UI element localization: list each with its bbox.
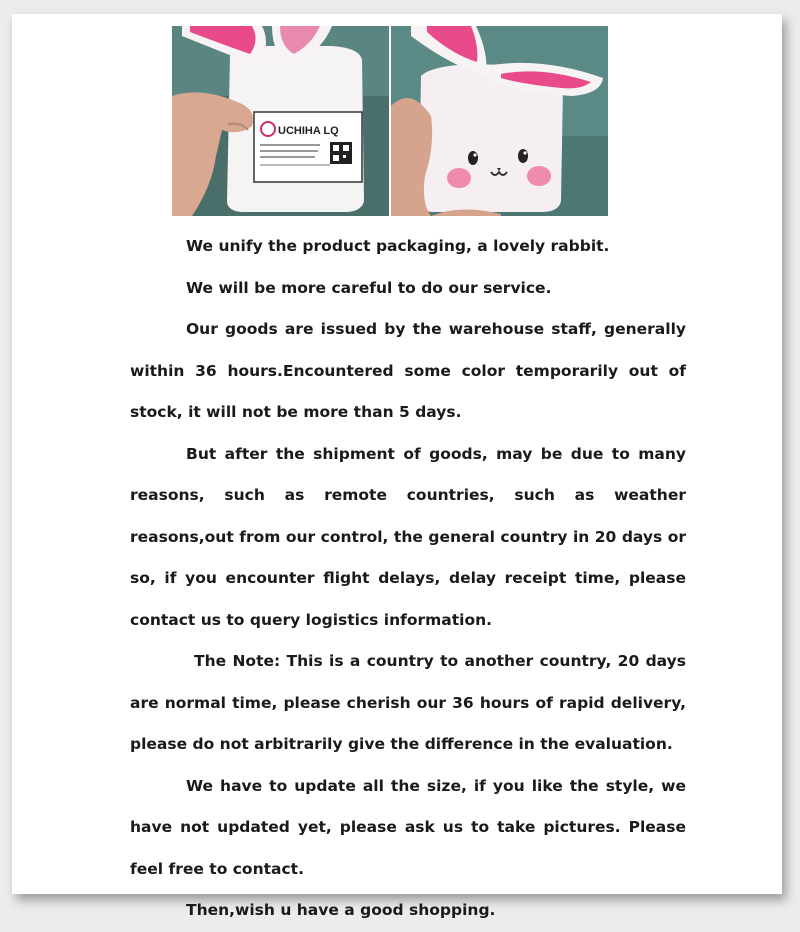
photo-bunny-face <box>391 26 608 216</box>
notice-text <box>130 226 686 932</box>
label-brand-text: UCHIHA LQ <box>278 125 339 137</box>
photo-bag-label <box>172 26 389 216</box>
paragraph-packaging: We unify the product packaging, a lovely rabbit. <box>186 237 610 255</box>
paragraph-note: The Note: This is a country to another country, 20 days are normal time, please cherish our 36 hours of rapid delivery, please do not arbitrarily give the difference in the evaluation. <box>130 652 686 753</box>
paragraph-delivery-delays: But after the shipment of goods, may be due to many reasons, such as remote countries, such as weather reasons,out from our control, the general country in 20 days or so, if you encounter flight delays, delay receipt time, please contact us to query logistics information. <box>130 444 686 629</box>
paragraph-shipping-time: Our goods are issued by the warehouse staff, generally within 36 hours.Encountered some color temporarily out of stock, it will not be more than 5 days. <box>130 320 686 421</box>
product-photos <box>172 26 608 216</box>
paragraph-sizes: We have to update all the size, if you like the style, we have not updated yet, please ask us to take pictures. Please feel free to contact. <box>130 776 686 878</box>
paragraph-closing: Then,wish u have a good shopping. <box>186 901 496 919</box>
paragraph-service: We will be more careful to do our service. <box>186 278 552 297</box>
